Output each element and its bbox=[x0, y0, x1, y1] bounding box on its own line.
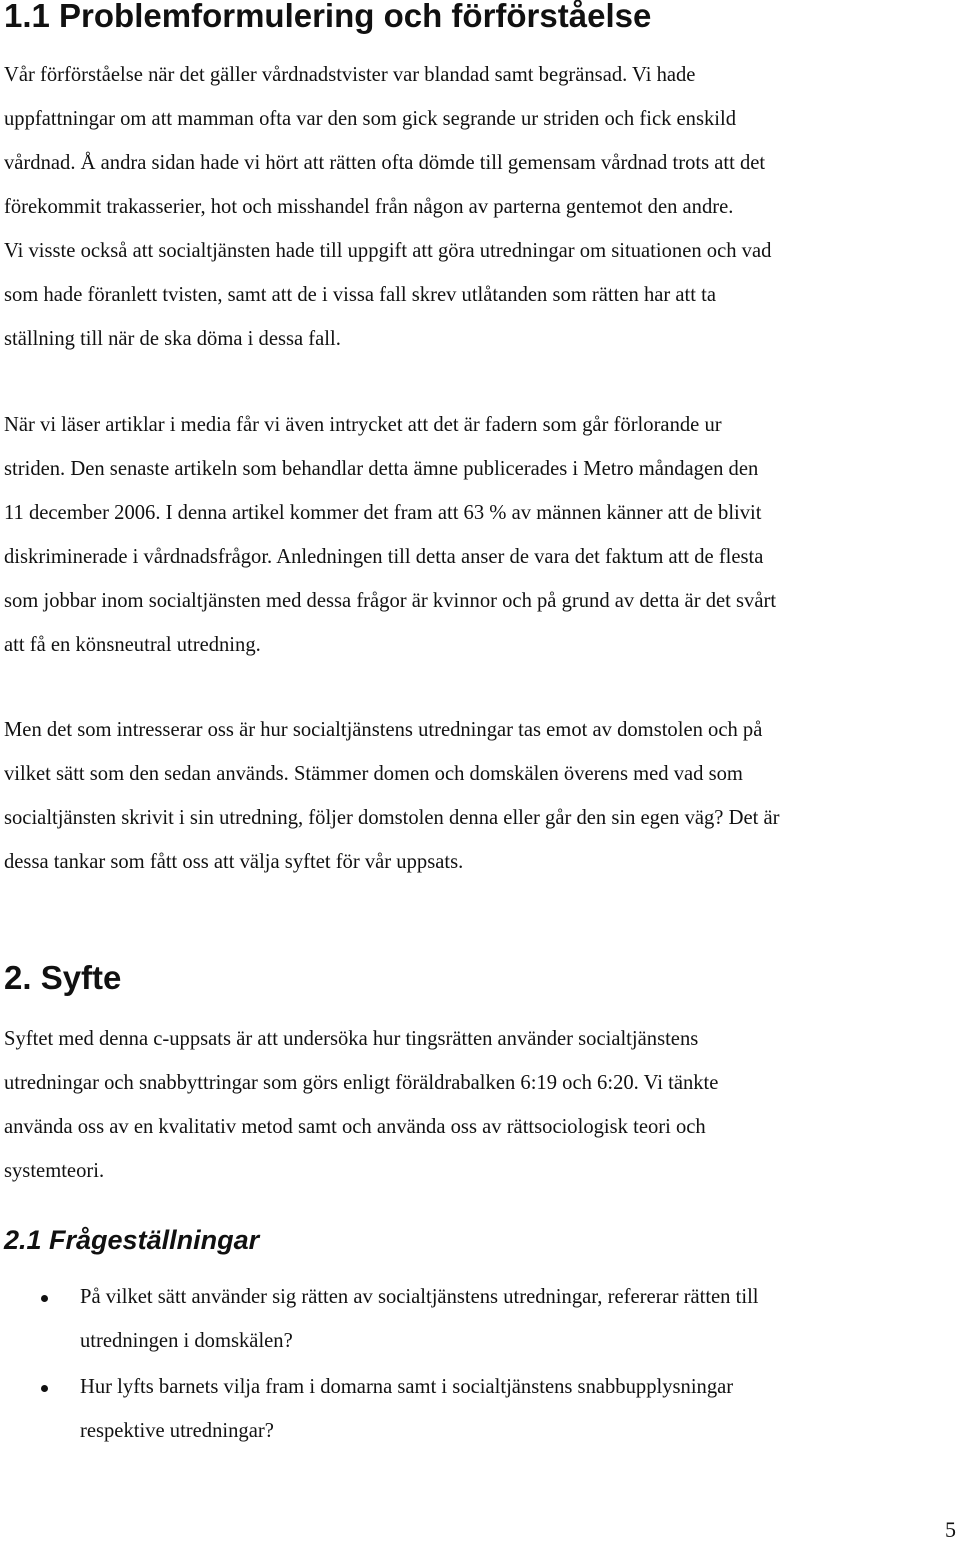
section-heading-1-1: 1.1 Problemformulering och förförståelse bbox=[4, 0, 652, 34]
text-line: som hade föranlett tvisten, samt att de i vissa fall skrev utlåtanden som rätten har att ta bbox=[4, 284, 716, 306]
text-line: diskriminerade i vårdnadsfrågor. Anledningen till detta anser de vara det faktum att de flesta bbox=[4, 546, 764, 568]
text-line: utredningar och snabbyttringar som görs enligt föräldrabalken 6:19 och 6:20. Vi tänkte bbox=[4, 1072, 719, 1094]
text-line: Syftet med denna c-uppsats är att undersöka hur tingsrätten använder socialtjänstens bbox=[4, 1028, 699, 1050]
list-item bbox=[0, 1365, 960, 1453]
text-line: systemteori. bbox=[4, 1160, 105, 1182]
section-heading-2-1: 2.1 Frågeställningar bbox=[4, 1225, 260, 1255]
text-line: striden. Den senaste artikeln som behandlar detta ämne publicerades i Metro måndagen den bbox=[4, 458, 759, 480]
bullet-icon bbox=[41, 1295, 48, 1302]
text-line: På vilket sätt använder sig rätten av socialtjänstens utredningar, refererar rätten till bbox=[80, 1286, 759, 1308]
text-line: Men det som intresserar oss är hur socialtjänstens utredningar tas emot av domstolen och på bbox=[4, 719, 763, 741]
text-line: dessa tankar som fått oss att välja syftet för vår uppsats. bbox=[4, 851, 464, 873]
text-line: använda oss av en kvalitativ metod samt och använda oss av rättsociologisk teori och bbox=[4, 1116, 706, 1138]
text-line: Hur lyfts barnets vilja fram i domarna samt i socialtjänstens snabbupplysningar bbox=[80, 1376, 734, 1398]
research-questions-list bbox=[0, 1275, 960, 1453]
text-line: att få en könsneutral utredning. bbox=[4, 634, 261, 656]
text-line: vilket sätt som den sedan används. Stämmer domen och domskälen överens med vad som bbox=[4, 763, 743, 785]
paragraph-preconceptions bbox=[4, 53, 959, 361]
text-line: förekommit trakasserier, hot och misshandel från någon av parterna gentemot den andre. bbox=[4, 196, 734, 218]
paragraph-media bbox=[4, 403, 959, 667]
page-number: 5 bbox=[945, 1517, 956, 1542]
text-line: uppfattningar om att mamman ofta var den som gick segrande ur striden och fick enskild bbox=[4, 108, 737, 130]
text-line: respektive utredningar? bbox=[80, 1420, 274, 1442]
bullet-icon bbox=[41, 1385, 48, 1392]
text-line: ställning till när de ska döma i dessa fall. bbox=[4, 328, 341, 350]
text-line: utredningen i domskälen? bbox=[80, 1330, 293, 1352]
text-line: som jobbar inom socialtjänsten med dessa frågor är kvinnor och på grund av detta är det svårt bbox=[4, 590, 777, 612]
text-line: 11 december 2006. I denna artikel kommer det fram att 63 % av männen känner att de blivit bbox=[4, 502, 762, 524]
text-line: socialtjänsten skrivit i sin utredning, följer domstolen denna eller går den sin egen väg? Det är bbox=[4, 807, 780, 829]
text-line: Vi visste också att socialtjänsten hade till uppgift att göra utredningar om situationen och vad bbox=[4, 240, 772, 262]
list-item bbox=[0, 1275, 960, 1363]
paragraph-interest bbox=[4, 708, 959, 884]
text-line: När vi läser artiklar i media får vi även intrycket att det är fadern som går förlorande ur bbox=[4, 414, 722, 436]
section-heading-2: 2. Syfte bbox=[4, 959, 122, 996]
text-line: Vår förförståelse när det gäller vårdnadstvister var blandad samt begränsad. Vi hade bbox=[4, 64, 696, 86]
text-line: vårdnad. Å andra sidan hade vi hört att rätten ofta dömde till gemensam vårdnad trots att det bbox=[4, 152, 766, 174]
paragraph-purpose bbox=[4, 1017, 959, 1193]
